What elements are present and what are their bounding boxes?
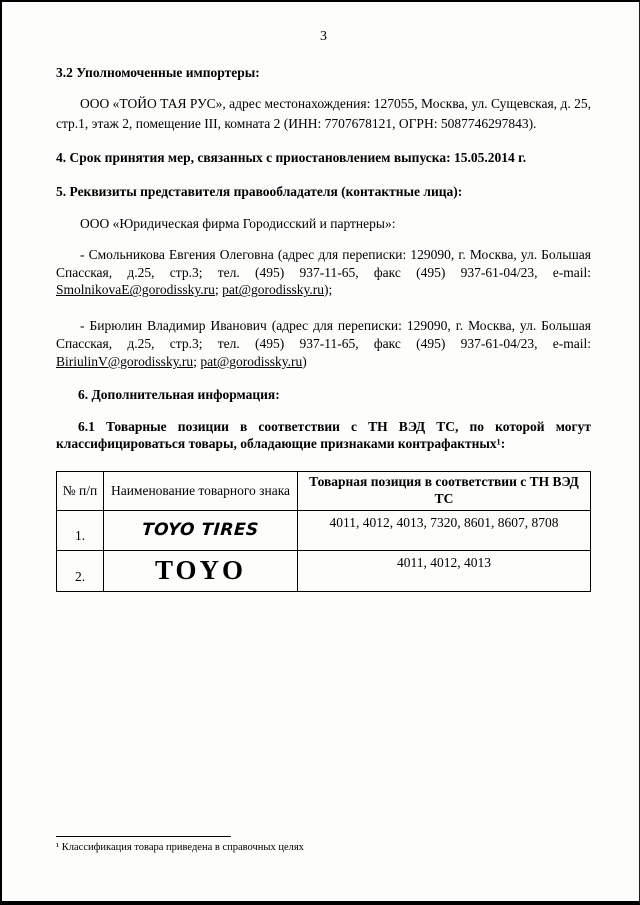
row-1-codes: 4011, 4012, 4013, 7320, 8601, 8607, 8708 <box>298 510 591 550</box>
section-6-1-heading: 6.1 Товарные позиции в соответствии с ТН ВЭД ТС, по которой могут классифицироваться товары, обладающие признаками контрафактных¹: <box>56 418 591 452</box>
contact-1-separator: ; <box>214 282 223 298</box>
contact-2-text: - Бирюлин Владимир Иванович (адрес для переписки: 129090, г. Москва, ул. Большая Спасская, д.25, стр.3; тел. (495) 937-11-65, факс (495) 937-61-04/23, e-mail: <box>56 318 591 352</box>
page-number: 3 <box>320 29 327 44</box>
toyo-logo: TOYO <box>154 554 247 585</box>
row-2-trademark-cell <box>104 550 298 591</box>
contact-person-2 <box>56 317 591 370</box>
contact-1-closing: ); <box>324 282 333 298</box>
importer-paragraph: ООО «ТОЙО ТАЯ РУС», адрес местонахождения: 127055, Москва, ул. Сущевская, д. 25, стр.1, этаж 2, помещение III, комната 2 (ИНН: 7707678121, ОГРН: 5087746297843). <box>56 96 591 131</box>
section-3-2-heading: 3.2 Уполномоченные импортеры: <box>56 65 260 81</box>
contact-1-email-2: pat@gorodissky.ru <box>222 282 325 298</box>
footnote-separator-line <box>56 836 231 837</box>
row-2-codes: 4011, 4012, 4013 <box>298 550 591 591</box>
contact-2-separator: ; <box>193 353 201 369</box>
section-5-heading: 5. Реквизиты представителя правообладателя (контактные лица): <box>56 184 463 200</box>
table-row <box>57 510 591 550</box>
footnote <box>56 836 486 855</box>
row-1-trademark-cell <box>104 510 298 550</box>
footnote-text: ¹ Классификация товара приведена в справочных целях <box>56 842 304 854</box>
table-header-row <box>57 472 591 511</box>
header-cell-codes: Товарная позиция в соответствии с ТН ВЭД ТС <box>298 472 591 511</box>
contact-1-text: - Смольникова Евгения Олеговна (адрес для переписки: 129090, г. Москва, ул. Большая Спасская, д.25, стр.3; тел. (495) 937-11-65, факс (495) 937-61-04/23, e-mail: <box>56 246 591 280</box>
header-cell-number: № п/п <box>57 472 104 511</box>
toyo-tires-logo: TOYO TIRES <box>141 520 260 541</box>
row-2-number: 2. <box>57 550 104 591</box>
contact-2-closing: ) <box>302 353 307 369</box>
contact-2-email-1: BiriulinV@gorodissky.ru <box>56 353 194 369</box>
contact-person-1 <box>56 246 591 299</box>
contact-1-email-1: SmolnikovaE@gorodissky.ru <box>56 282 215 298</box>
contact-2-email-2: pat@gorodissky.ru <box>200 353 303 369</box>
section-6-heading: 6. Дополнительная информация: <box>78 386 280 402</box>
header-cell-trademark: Наименование товарного знака <box>104 472 298 511</box>
row-1-number: 1. <box>57 510 104 550</box>
trademark-classification-table <box>56 471 591 591</box>
table-row <box>57 550 591 591</box>
section-4-heading: 4. Срок принятия мер, связанных с приостановлением выпуска: 15.05.2014 г. <box>56 150 527 166</box>
representative-firm-paragraph: ООО «Юридическая фирма Городисский и партнеры»: <box>80 216 396 232</box>
